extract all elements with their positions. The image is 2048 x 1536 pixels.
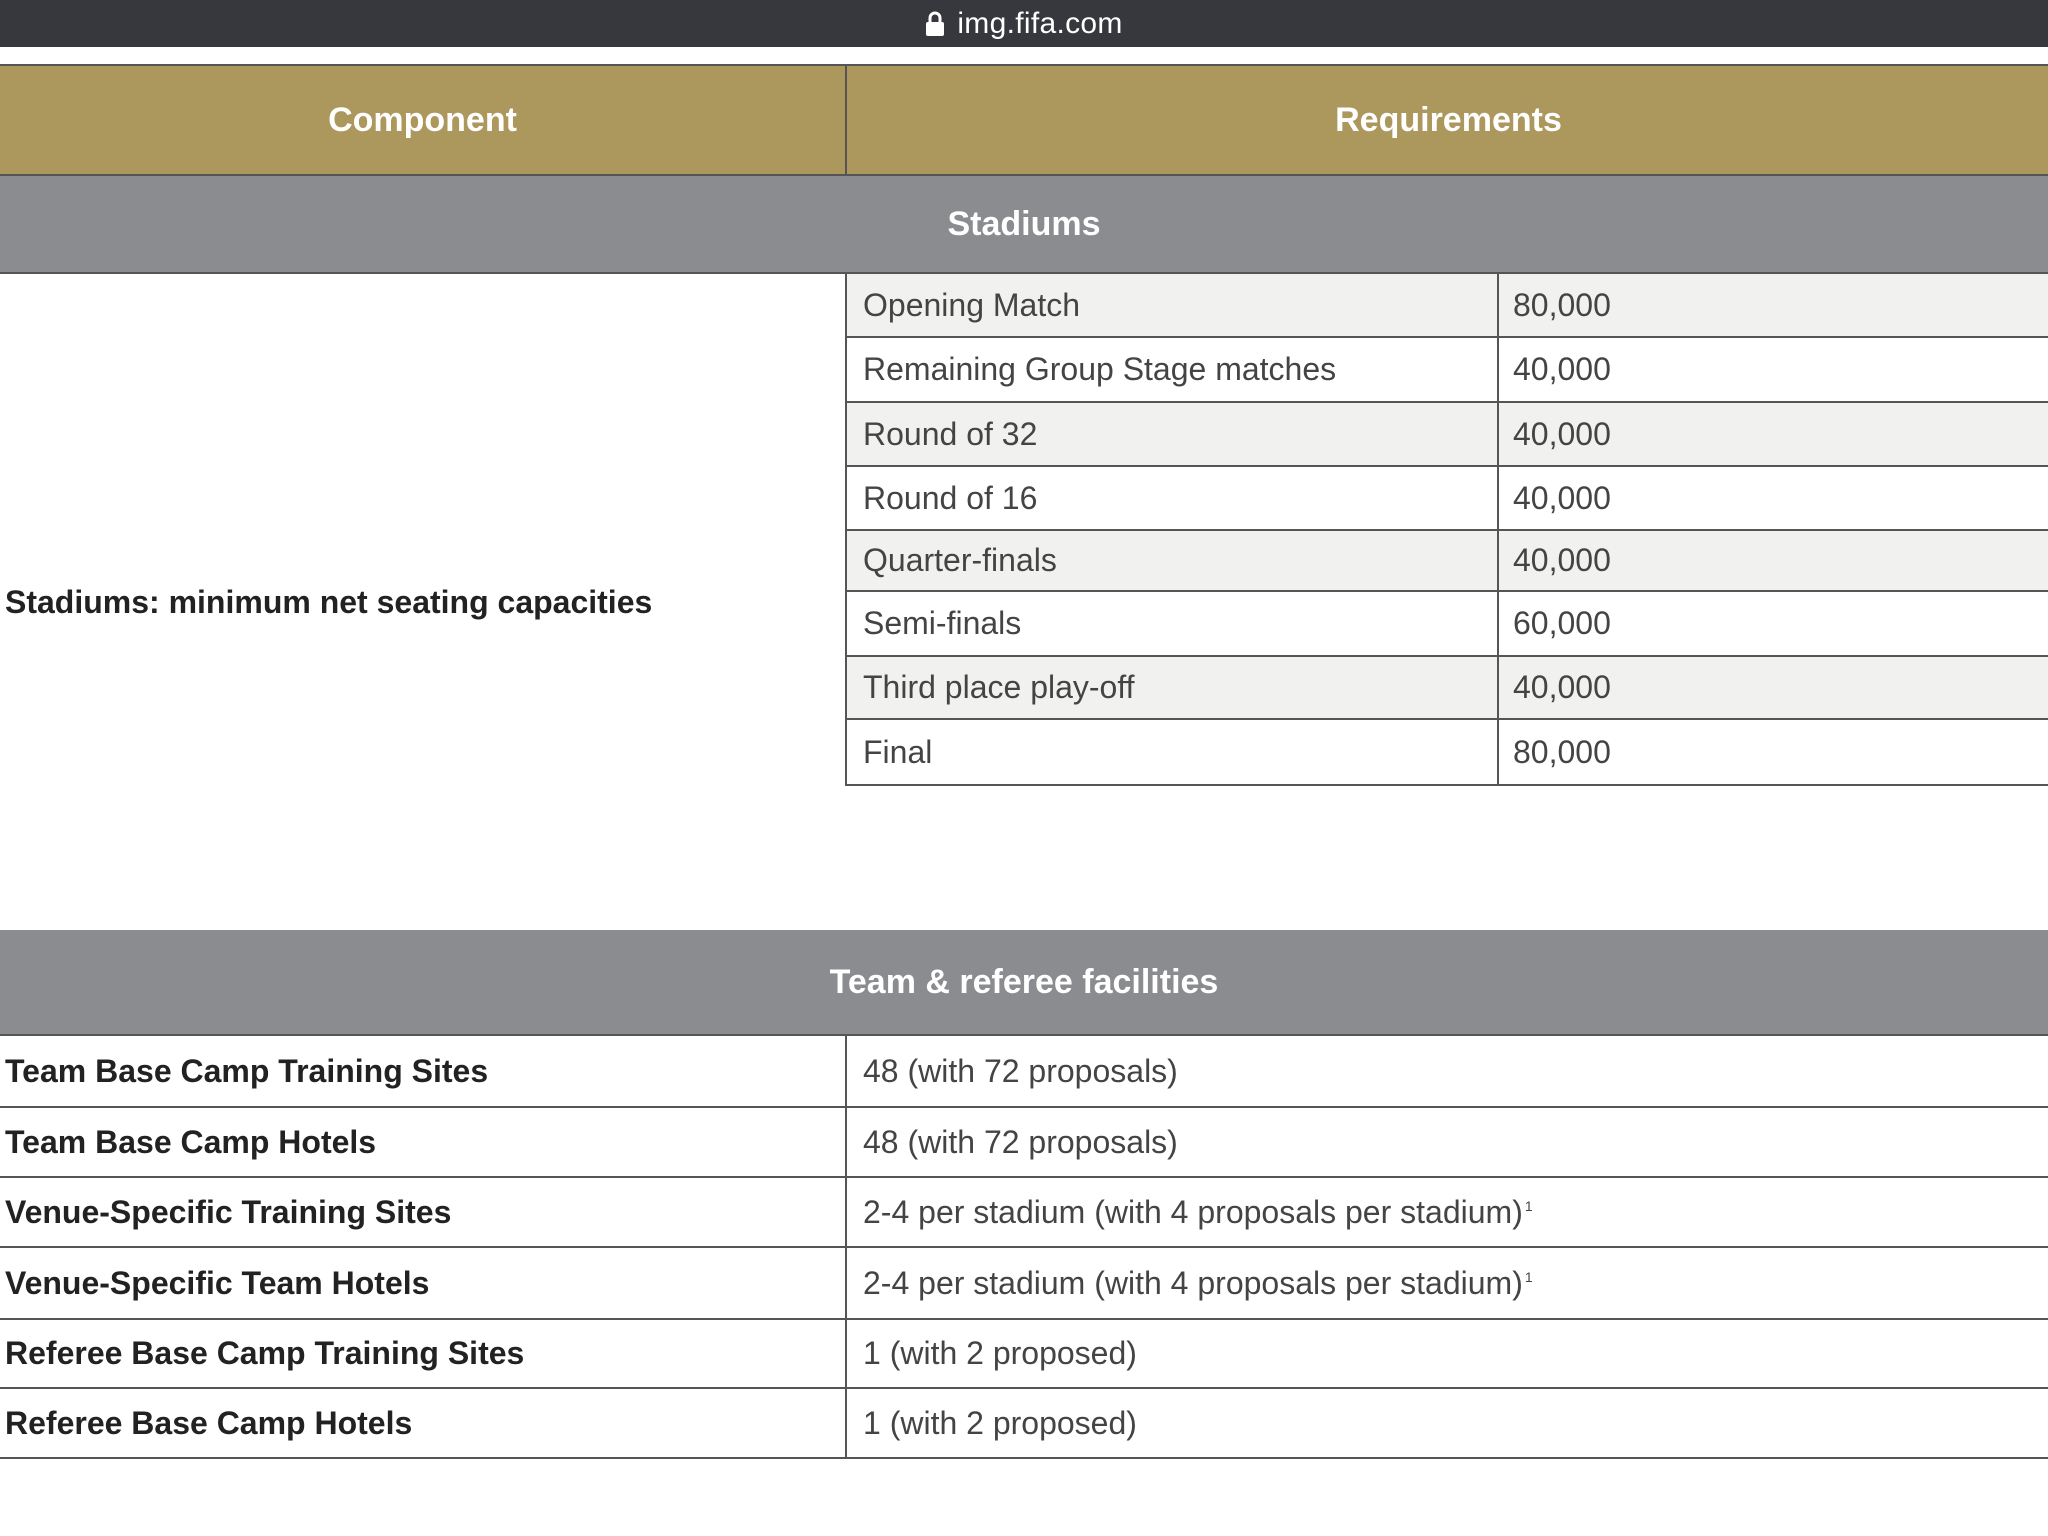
table-row: [0, 1108, 2048, 1178]
table-header: [0, 64, 2048, 176]
seating-capacity: 80,000: [1497, 274, 2048, 336]
header-requirements: Requirements: [845, 66, 2048, 174]
facility-component: Team Base Camp Hotels: [5, 1123, 377, 1160]
table-row: [0, 1036, 2048, 1108]
seating-capacity: 40,000: [1497, 531, 2048, 590]
stadiums-component-label: Stadiums: minimum net seating capacities: [5, 583, 653, 620]
url-text: img.fifa.com: [957, 6, 1123, 40]
footnote-marker[interactable]: 1: [1524, 1198, 1533, 1214]
stadium-capacities-block: [0, 274, 2048, 930]
match-stage: Third place play-off: [863, 669, 1135, 705]
seating-capacity: 60,000: [1497, 592, 2048, 655]
table-row: [845, 274, 2048, 338]
facility-component: Referee Base Camp Training Sites: [5, 1335, 525, 1371]
address-bar[interactable]: [0, 0, 2048, 47]
table-row: [845, 338, 2048, 403]
requirement-text: 48 (with 72 proposals): [863, 1052, 1178, 1089]
requirement-text: 1 (with 2 proposed): [863, 1404, 1137, 1441]
facility-requirement: [845, 1036, 2048, 1106]
section-facilities: Team & referee facilities: [0, 930, 2048, 1036]
table-row: [0, 1248, 2048, 1320]
facility-requirement: [845, 1320, 2048, 1387]
match-stage: Round of 16: [863, 479, 1038, 516]
table-row: [845, 467, 2048, 531]
table-row: [0, 1320, 2048, 1389]
match-stage: Remaining Group Stage matches: [863, 351, 1337, 387]
match-stage: Final: [863, 733, 933, 770]
lock-icon: [925, 11, 945, 37]
requirement-text: 2-4 per stadium (with 4 proposals per stadium): [863, 1264, 1523, 1301]
match-stage: Semi-finals: [863, 605, 1022, 641]
seating-capacity: 40,000: [1497, 467, 2048, 529]
match-stage: Quarter-finals: [863, 542, 1057, 578]
facility-requirement: [845, 1248, 2048, 1318]
facility-component: Venue-Specific Training Sites: [5, 1193, 452, 1230]
table-row: [0, 1178, 2048, 1248]
facility-requirement: [845, 1389, 2048, 1457]
facility-requirement: [845, 1108, 2048, 1176]
section-stadiums: Stadiums: [0, 176, 2048, 274]
seating-capacity: 40,000: [1497, 338, 2048, 401]
footnote-marker[interactable]: 1: [1524, 1269, 1533, 1285]
table-row: [845, 531, 2048, 592]
requirement-text: 48 (with 72 proposals): [863, 1123, 1178, 1160]
table-row: [0, 1389, 2048, 1459]
seating-capacity: 40,000: [1497, 657, 2048, 718]
match-stage: Round of 32: [863, 415, 1038, 452]
seating-capacity: 80,000: [1497, 720, 2048, 784]
header-component: Component: [328, 100, 517, 139]
facility-component: Referee Base Camp Hotels: [5, 1404, 413, 1441]
requirement-text: 1 (with 2 proposed): [863, 1335, 1137, 1371]
table-row: [845, 720, 2048, 786]
seating-capacity: 40,000: [1497, 403, 2048, 465]
table-row: [845, 403, 2048, 467]
table-row: [845, 657, 2048, 720]
facility-component: Team Base Camp Training Sites: [5, 1052, 489, 1089]
table-row: [845, 592, 2048, 657]
facility-component: Venue-Specific Team Hotels: [5, 1264, 430, 1301]
requirement-text: 2-4 per stadium (with 4 proposals per stadium): [863, 1193, 1523, 1230]
match-stage: Opening Match: [863, 286, 1081, 323]
facility-requirement: [845, 1178, 2048, 1246]
